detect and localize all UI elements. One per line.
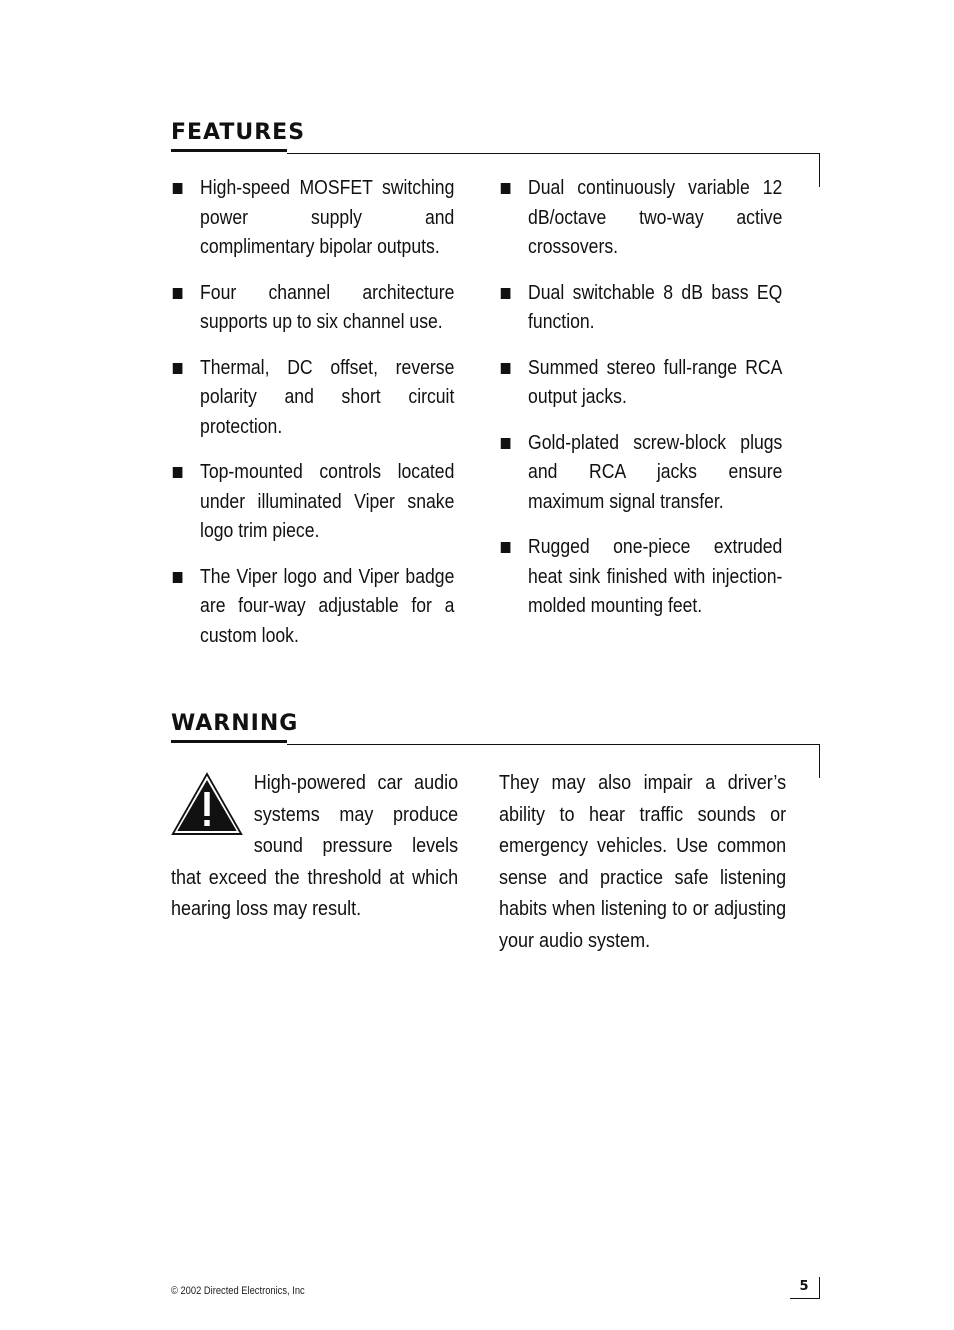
warning-right-paragraph: They may also impair a driver’s ability to hear traffic sounds or emergency vehicles. Use common sense and practice safe listening habits when listening to or adjusting your audio system. [499,772,787,952]
copyright-text: © 2002 Directed Electronics, Inc [171,1285,305,1297]
bullet-square-icon [173,288,183,299]
features-left-column [171,174,458,651]
feature-text: Four channel architecture supports up to six channel use. [200,281,455,333]
warning-right-column [499,768,786,957]
warning-left-text: High-powered car audio systems may produce sound pressure levels that exceed the threshold at which hearing loss may result. [171,772,459,920]
warning-left-paragraph [171,768,458,926]
warning-triangle-icon [171,772,243,838]
feature-text: Top-mounted controls located under illuminated Viper snake logo trim piece. [200,461,455,542]
features-heading: FEATURES [171,120,306,145]
features-rule-tick [819,153,820,187]
feature-text: Summed stereo full-range RCA output jacks. [528,356,783,408]
feature-text: Rugged one-piece extruded heat sink finished with injection-molded mounting feet. [528,536,783,617]
feature-text: Dual continuously variable 12 dB/octave two-way active crossovers. [528,177,783,258]
bullet-square-icon [501,542,511,553]
features-right-column [499,174,786,622]
bullet-square-icon [173,467,183,478]
bullet-square-icon [501,183,511,194]
page-number-underline [790,1298,820,1299]
feature-item [171,354,454,443]
bullet-square-icon [501,438,511,449]
feature-item [499,174,782,263]
bullet-square-icon [173,183,183,194]
feature-item [171,279,454,338]
feature-item [171,458,454,547]
bullet-square-icon [173,572,183,583]
page-number-tick [819,1277,820,1299]
features-heading-underline [171,149,287,152]
bullet-square-icon [501,288,511,299]
feature-text: Dual switchable 8 dB bass EQ function. [528,281,783,333]
warning-heading-underline [171,740,287,743]
feature-text: Thermal, DC offset, reverse polarity and short circuit protection. [200,356,455,438]
feature-item [171,174,454,263]
feature-item [499,354,782,413]
page-number: 5 [799,1279,809,1294]
feature-text: High-speed MOSFET switching power supply and complimentary bipolar outputs. [200,177,455,258]
feature-text: The Viper logo and Viper badge are four-way adjustable for a custom look. [200,565,455,647]
feature-item [171,563,454,652]
bullet-square-icon [173,363,183,374]
features-rule [287,153,820,154]
feature-item [499,429,782,518]
bullet-square-icon [501,363,511,374]
warning-heading: WARNING [171,711,299,736]
warning-left-column [171,768,458,926]
warning-rule [287,744,820,745]
feature-text: Gold-plated screw-block plugs and RCA jacks ensure maximum signal transfer. [528,431,783,513]
feature-item [499,279,782,338]
warning-rule-tick [819,744,820,778]
feature-item [499,533,782,622]
